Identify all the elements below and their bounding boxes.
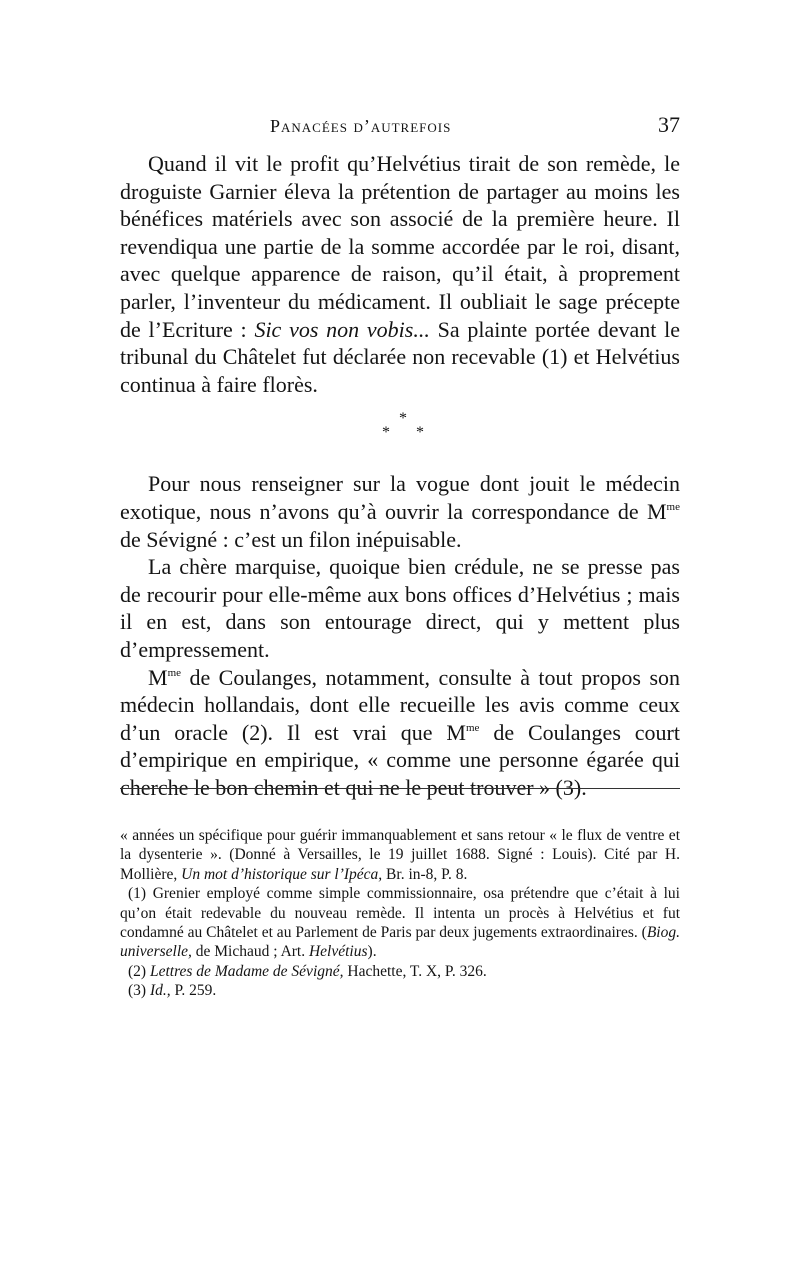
- paragraph-text: de Coulanges, notamment, consulte à tout propos son médecin hollandais, dont elle recueille les avis comme ceux d’un oracle (2). Il est vrai que M: [120, 664, 680, 745]
- superscript: me: [465, 721, 480, 734]
- main-text: [120, 150, 680, 801]
- running-title: Panacées d’autrefois: [270, 116, 452, 136]
- superscript: me: [167, 666, 182, 679]
- paragraph-marquise: [120, 553, 680, 663]
- footnote-title: Lettres de Madame de Sévigné,: [149, 962, 344, 980]
- latin-quote: Sic vos non vobis...: [254, 316, 430, 342]
- paragraph-garnier: [120, 150, 680, 398]
- asterisk: *: [416, 424, 424, 442]
- asterisk: *: [399, 410, 407, 428]
- footnote-title: Biog. universelle,: [120, 924, 680, 961]
- footnote-text: P. 259.: [170, 982, 217, 1000]
- superscript: me: [666, 500, 680, 513]
- footnote-text: Hachette, T. X, P. 326.: [343, 962, 487, 980]
- footnote-text: (2): [128, 962, 150, 980]
- page-number: 37: [658, 112, 680, 137]
- footnote-title: Un mot d’historique sur l’Ipéca,: [181, 865, 383, 883]
- paragraph-text: Pour nous renseigner sur la vogue dont jouit le médecin exotique, nous n’avons qu’à ouvrir la correspondance de M: [120, 471, 680, 524]
- paragraph-text: La chère marquise, quoique bien crédule, ne se presse pas de recourir pour elle-même aux bons offices d’Helvétius ; mais il en est, dans son entourage direct, qui y mettent plus d’empressement.: [120, 554, 680, 662]
- footnote-title: Id.,: [149, 982, 171, 1000]
- section-asterism: [120, 408, 680, 458]
- footnote-3: [120, 981, 680, 1000]
- book-page: [120, 0, 680, 1262]
- footnotes: [120, 826, 680, 1001]
- footnote-text: « années un spécifique pour guérir immanquablement et sans retour « le flux de ventre et la dysenterie ». (Donné à Versailles, le 19 juillet 1688. Signé : Louis). Cité par H. Mollière,: [120, 827, 680, 883]
- footnote-title: Helvétius: [308, 943, 368, 961]
- footnote-text: Br. in-8, P. 8.: [382, 865, 468, 883]
- footnote-2: [120, 962, 680, 981]
- paragraph-text: de Sévigné : c’est un filon inépuisable.: [120, 526, 462, 552]
- asterisk: *: [382, 424, 390, 442]
- running-head: [120, 112, 680, 144]
- paragraph-text: M: [148, 664, 168, 690]
- paragraph-text: Sa plainte portée devant le tribunal du Châtelet fut déclarée non recevable (1) et Helvétius continua à faire florès.: [120, 316, 680, 397]
- paragraph-coulanges: [120, 664, 680, 802]
- footnote-rule: [120, 788, 680, 789]
- paragraph-text: de Coulanges court d’empirique en empirique, « comme une personne égarée qui cherche le bon chemin et qui ne le peut trouver » (3).: [120, 719, 680, 800]
- paragraph-text: Quand il vit le profit qu’Helvétius tirait de son remède, le droguiste Garnier éleva la prétention de partager au moins les bénéfices matériels avec son associé de la première heure. Il revendiqua une partie de la somme accordée par le roi, disant, avec quelque apparence de raison, qu’il était, à proprement parler, l’inventeur du médicament. Il oubliait le sage précepte de l’Ecriture :: [120, 151, 680, 342]
- footnote-text: de Michaud ; Art.: [191, 943, 309, 961]
- footnote-text: (3): [128, 982, 150, 1000]
- footnote-text: ).: [367, 943, 377, 961]
- footnote-text: (1) Grenier employé comme simple commissionnaire, osa prétendre que c’était à lui qu’on était redevable du nouveau remède. Il intenta un procès à Helvétius et fut condamné au Châtelet et au Parlement de Paris par deux jugements extraordinaires. (: [120, 885, 680, 942]
- footnote-1: [120, 884, 680, 962]
- footnote-continuation: [120, 826, 680, 884]
- paragraph-vogue: [120, 470, 680, 553]
